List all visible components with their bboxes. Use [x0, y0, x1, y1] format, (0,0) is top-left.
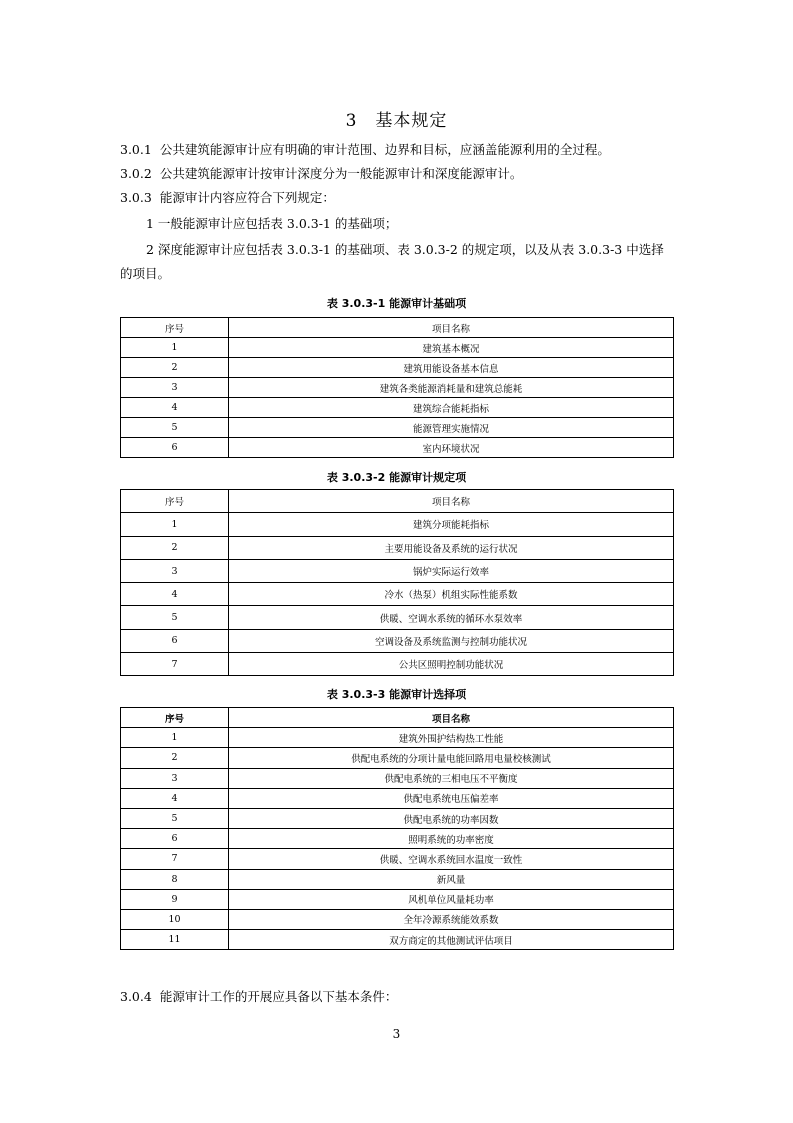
clause-number: 3.0.2 [120, 166, 152, 181]
cell-item-name: 冷水（热泵）机组实际性能系数 [229, 583, 674, 606]
cell-index: 6 [121, 438, 229, 458]
cell-item-name: 新风量 [229, 869, 674, 889]
clause-text: 能源审计内容应符合下列规定： [159, 190, 335, 205]
table-row [121, 930, 674, 950]
table-row [121, 358, 674, 378]
table-body [121, 708, 674, 950]
table-row [121, 398, 674, 418]
clause-text: 能源审计工作的开展应具备以下基本条件： [159, 989, 398, 1004]
cell-item-name: 供暖、空调水系统的循环水泵效率 [229, 606, 674, 629]
table-row [121, 748, 674, 768]
clause-3-0-1 [120, 138, 676, 162]
cell-item-name: 建筑外围护结构热工性能 [229, 728, 674, 748]
table-row [121, 583, 674, 606]
cell-item-name: 建筑分项能耗指标 [229, 513, 674, 536]
table-row [121, 378, 674, 398]
table-row [121, 536, 674, 559]
cell-item-name: 锅炉实际运行效率 [229, 559, 674, 582]
cell-item-name: 双方商定的其他测试评估项目 [229, 930, 674, 950]
cell-index: 1 [121, 728, 229, 748]
header-item-name: 项目名称 [229, 318, 674, 338]
clause-3-0-2 [120, 162, 676, 186]
cell-index: 4 [121, 583, 229, 606]
clause-3-0-4 [120, 985, 676, 1009]
cell-item-name: 供暖、空调水系统回水温度一致性 [229, 849, 674, 869]
header-item-name: 项目名称 [229, 708, 674, 728]
table-header-row [121, 318, 674, 338]
table-row [121, 869, 674, 889]
clause-number: 3.0.1 [120, 142, 152, 157]
cell-item-name: 建筑各类能源消耗量和建筑总能耗 [229, 378, 674, 398]
table-row [121, 418, 674, 438]
table-row [121, 829, 674, 849]
cell-index: 6 [121, 629, 229, 652]
table-body [121, 490, 674, 676]
cell-index: 5 [121, 418, 229, 438]
cell-item-name: 室内环境状况 [229, 438, 674, 458]
cell-item-name: 能源管理实施情况 [229, 418, 674, 438]
cell-item-name: 供配电系统电压偏差率 [229, 788, 674, 808]
list-item-1: 1 一般能源审计应包括表 3.0.3-1 的基础项； [146, 216, 398, 231]
cell-index: 4 [121, 398, 229, 418]
clause-number: 3.0.4 [120, 989, 152, 1004]
table-required-items [120, 489, 674, 676]
cell-item-name: 建筑综合能耗指标 [229, 398, 674, 418]
clause-text: 公共建筑能源审计按审计深度分为一般能源审计和深度能源审计。 [159, 166, 523, 181]
section-heading: 基本规定 [375, 111, 448, 131]
cell-item-name: 全年冷源系统能效系数 [229, 909, 674, 929]
cell-index: 1 [121, 513, 229, 536]
cell-index: 7 [121, 653, 229, 676]
cell-index: 11 [121, 930, 229, 950]
header-index: 序号 [121, 708, 229, 728]
table-row [121, 768, 674, 788]
table-basic-items [120, 317, 674, 458]
table-row [121, 728, 674, 748]
cell-index: 2 [121, 748, 229, 768]
cell-index: 9 [121, 889, 229, 909]
cell-item-name: 供配电系统的功率因数 [229, 808, 674, 828]
cell-index: 4 [121, 788, 229, 808]
table-row [121, 808, 674, 828]
cell-index: 5 [121, 606, 229, 629]
table-row [121, 438, 674, 458]
page-number: 3 [392, 1027, 401, 1041]
table-row [121, 629, 674, 652]
cell-index: 1 [121, 338, 229, 358]
list-item-2: 2 深度能源审计应包括表 3.0.3-1 的基础项、表 3.0.3-2 的规定项，以及从表 3.0.3-3 中选择的项目。 [120, 242, 664, 281]
section-number: 3 [345, 111, 358, 131]
cell-item-name: 供配电系统的三相电压不平衡度 [229, 768, 674, 788]
table-row [121, 849, 674, 869]
table-optional-items [120, 707, 674, 950]
cell-item-name: 照明系统的功率密度 [229, 829, 674, 849]
cell-index: 5 [121, 808, 229, 828]
cell-index: 2 [121, 536, 229, 559]
table-caption-1: 表 3.0.3-1 能源审计基础项 [326, 297, 467, 310]
section-title [0, 106, 793, 131]
cell-index: 6 [121, 829, 229, 849]
header-index: 序号 [121, 318, 229, 338]
table-row [121, 909, 674, 929]
table-body [121, 318, 674, 458]
cell-item-name: 建筑基本概况 [229, 338, 674, 358]
clause-number: 3.0.3 [120, 190, 152, 205]
clause-3-0-3 [120, 186, 676, 210]
table-row [121, 889, 674, 909]
table-row [121, 788, 674, 808]
header-index: 序号 [121, 490, 229, 513]
table-header-row [121, 708, 674, 728]
cell-item-name: 风机单位风量耗功率 [229, 889, 674, 909]
cell-item-name: 公共区照明控制功能状况 [229, 653, 674, 676]
cell-index: 2 [121, 358, 229, 378]
cell-index: 10 [121, 909, 229, 929]
table-row [121, 559, 674, 582]
table-row [121, 606, 674, 629]
cell-index: 3 [121, 378, 229, 398]
header-item-name: 项目名称 [229, 490, 674, 513]
table-caption-3: 表 3.0.3-3 能源审计选择项 [326, 688, 467, 701]
cell-item-name: 空调设备及系统监测与控制功能状况 [229, 629, 674, 652]
cell-index: 3 [121, 768, 229, 788]
cell-item-name: 供配电系统的分项计量电能回路用电量校核测试 [229, 748, 674, 768]
cell-index: 7 [121, 849, 229, 869]
table-row [121, 338, 674, 358]
table-row [121, 513, 674, 536]
table-row [121, 653, 674, 676]
cell-index: 8 [121, 869, 229, 889]
table-header-row [121, 490, 674, 513]
clause-text: 公共建筑能源审计应有明确的审计范围、边界和目标，应涵盖能源利用的全过程。 [159, 142, 610, 157]
cell-item-name: 建筑用能设备基本信息 [229, 358, 674, 378]
cell-item-name: 主要用能设备及系统的运行状况 [229, 536, 674, 559]
cell-index: 3 [121, 559, 229, 582]
table-caption-2: 表 3.0.3-2 能源审计规定项 [326, 471, 467, 484]
